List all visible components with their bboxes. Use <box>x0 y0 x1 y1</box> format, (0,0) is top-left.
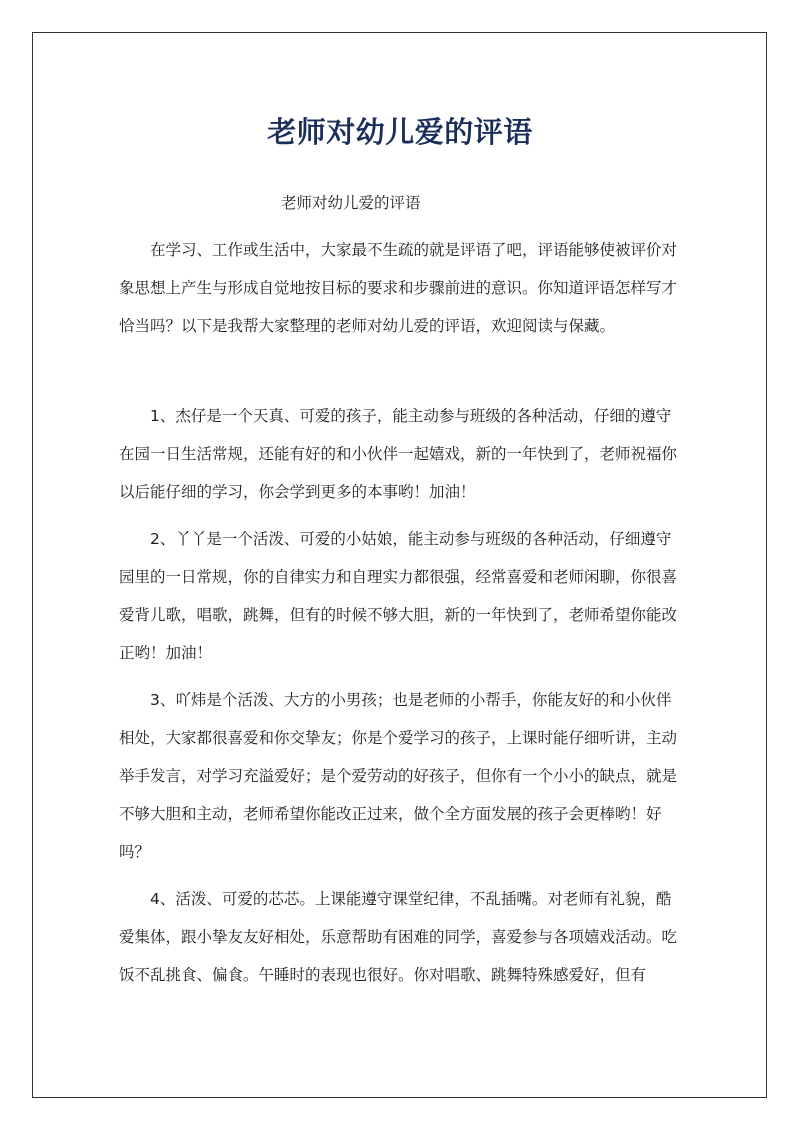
intro-paragraph: 在学习、工作或生活中，大家最不生疏的就是评语了吧，评语能够使被评价对象思想上产生与形成自觉地按目标的要求和步骤前进的意识。你知道评语怎样写才恰当吗？以下是我帮大家整理的老师对幼儿爱的评语，欢迎阅读与保藏。 <box>119 241 678 335</box>
comment-item-1: 1、杰仔是一个天真、可爱的孩子，能主动参与班级的各种活动，仔细的遵守在园一日生活常规，还能有好的和小伙伴一起嬉戏，新的一年快到了，老师祝福你以后能仔细的学习，你会学到更多的本事哟！加油！ <box>119 407 678 501</box>
document-subtitle: 老师对幼儿爱的评语 <box>281 194 421 212</box>
comment-item-2: 2、丫丫是一个活泼、可爱的小姑娘，能主动参与班级的各种活动，仔细遵守园里的一日常规，你的自律实力和自理实力都很强，经常喜爱和老师闲聊，你很喜爱背儿歌，唱歌，跳舞，但有的时候不够大胆，新的一年快到了，老师希望你能改正哟！加油！ <box>119 530 678 662</box>
document-title: 老师对幼儿爱的评语 <box>267 115 533 149</box>
comment-item-3: 3、吖炜是个活泼、大方的小男孩；也是老师的小帮手，你能友好的和小伙伴相处，大家都很喜爱和你交挚友；你是个爱学习的孩子，上课时能仔细听讲，主动举手发言，对学习充溢爱好；是个爱劳动的好孩子，但你有一个小小的缺点，就是不够大胆和主动，老师希望你能改正过来，做个全方面发展的孩子会更棒哟！好吗？ <box>119 691 678 861</box>
comment-list <box>119 397 681 1003</box>
comment-item-4: 4、活泼、可爱的芯芯。上课能遵守课堂纪律，不乱插嘴。对老师有礼貌，酷爱集体，跟小挚友友好相处，乐意帮助有困难的同学，喜爱参与各项嬉戏活动。吃饭不乱挑食、偏食。午睡时的表现也很好。你对唱歌、跳舞特殊感爱好，但有 <box>119 890 678 984</box>
